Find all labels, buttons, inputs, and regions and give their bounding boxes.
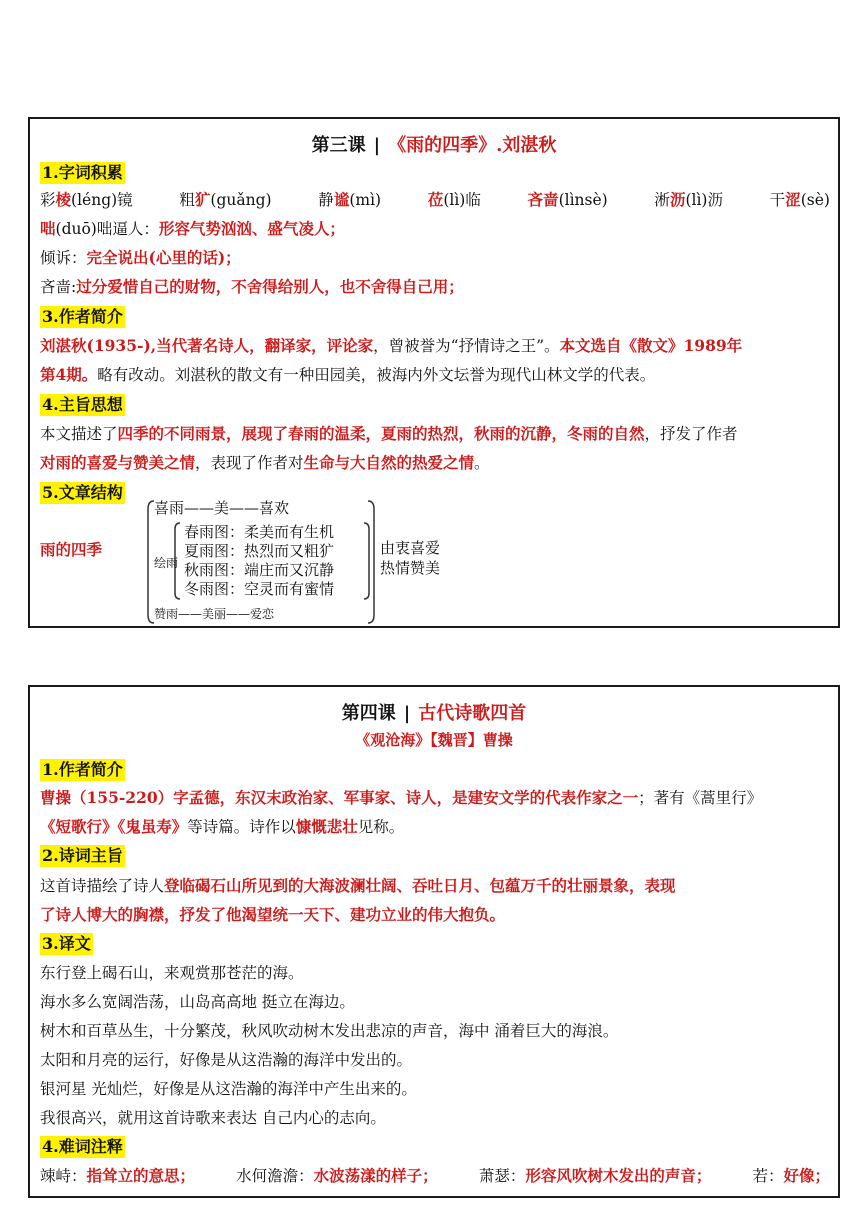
vocab-item: 干涩(sè): [769, 190, 830, 209]
section-heading-vocab: 1.字词积累: [42, 163, 123, 182]
section-heading-translation: 3.译文: [42, 934, 91, 953]
vocab-list: [40, 189, 830, 211]
structure-right: 热情赞美: [380, 559, 441, 577]
structure-bottom: 赞雨——美丽——爱恋: [154, 607, 275, 621]
vocab-item: 粗犷(guǎng): [179, 190, 272, 209]
structure-item: 夏雨图：热烈而又粗犷: [184, 542, 335, 560]
section-heading-author: 1.作者简介: [42, 760, 123, 779]
definition-line: 咄(duō)咄逼人：形容气势汹汹、盛气凌人；: [40, 219, 345, 238]
translation-line: 银河星 光灿烂，好像是从这浩瀚的海洋中产生出来的。: [40, 1080, 417, 1098]
translation-line: 太阳和月亮的运行，好像是从这浩瀚的海洋中发出的。: [40, 1051, 413, 1069]
lesson-number: 第四课: [341, 703, 396, 724]
definition-line: 倾诉：完全说出(心里的话)；: [40, 248, 241, 267]
title-separator: |: [373, 135, 381, 156]
theme-line: 对雨的喜爱与赞美之情，表现了作者对生命与大自然的热爱之情。: [40, 453, 490, 472]
lesson-number: 第三课: [311, 135, 366, 156]
definition-line: 吝啬:过分爱惜自己的财物，不舍得给别人，也不舍得自己用；: [40, 277, 464, 296]
structure-item: 秋雨图：端庄而又沉静: [184, 561, 335, 579]
section-heading-theme: 2.诗词主旨: [42, 846, 123, 865]
section-heading-notes: 4.难词注释: [42, 1137, 123, 1156]
author-line: 第4期。略有改动。刘湛秋的散文有一种田园美，被海内外文坛誉为现代山林文学的代表。: [40, 365, 656, 384]
structure-item: 冬雨图：空灵而有蜜情: [184, 580, 335, 598]
theme-line: 这首诗描绘了诗人登临碣石山所见到的大海波澜壮阔、吞吐日月、包蕴万千的壮丽景象，表现: [40, 876, 676, 895]
vocab-item: 彩棱(léng)镜: [40, 190, 133, 209]
note-item: 竦峙：指耸立的意思；: [40, 1166, 196, 1185]
structure-item: 春雨图：柔美而有生机: [184, 523, 335, 541]
title-separator: |: [403, 703, 411, 724]
author-line: 曹操（155-220）字孟德，东汉末政治家、军事家、诗人，是建安文学的代表作家之一；著有《蒿里行》: [40, 788, 763, 807]
translation-line: 树木和百草丛生，十分繁茂，秋风吹动树木发出悲凉的声音，海中 涌着巨大的海浪。: [40, 1022, 619, 1040]
author-line: 《短歌行》《鬼虽寿》等诗篇。诗作以慷慨悲壮见称。: [40, 817, 405, 836]
lesson4-title: [30, 699, 838, 725]
note-item: 若：好像；: [752, 1166, 830, 1185]
vocab-item: 吝啬(lìnsè): [527, 190, 608, 209]
structure-top: 喜雨——美——喜欢: [154, 499, 290, 517]
note-item: 萧瑟：形容风吹树木发出的声音；: [478, 1166, 712, 1185]
note-item: 水何澹澹：水波荡漾的样子；: [236, 1166, 438, 1185]
vocab-item: 静谧(mì): [318, 190, 382, 209]
poem-subtitle: 《观沧海》【魏晋】曹操: [355, 731, 513, 749]
translation-line: 我很高兴，就用这首诗歌来表达 自己内心的志向。: [40, 1109, 386, 1127]
theme-line: 了诗人博大的胸襟，抒发了他渴望统一天下、建功立业的伟大抱负。: [40, 905, 506, 924]
structure-diagram: [140, 497, 470, 625]
section-heading-structure: 5.文章结构: [42, 483, 123, 502]
lesson3-title: [30, 131, 838, 157]
translation-line: 东行登上碣石山，来观赏那苍茫的海。: [40, 964, 304, 982]
structure-root: 雨的四季: [40, 540, 103, 559]
author-line: 刘湛秋(1935-),当代著名诗人，翻译家，评论家，曾被誉为“抒情诗之王”。本文选自《散文》1989年: [40, 336, 743, 355]
vocab-item: 淅沥(lì)沥: [654, 190, 723, 209]
vocab-item: 莅(lì)临: [427, 190, 481, 209]
translation-line: 海水多么宽阔浩荡，山岛高高地 挺立在海边。: [40, 993, 355, 1011]
section-heading-theme: 4.主旨思想: [42, 395, 123, 414]
theme-line: 本文描述了四季的不同雨景，展现了春雨的温柔，夏雨的热烈，秋雨的沉静，冬雨的自然，抒发了作者: [40, 424, 738, 443]
notes-list: [40, 1165, 830, 1187]
lesson3-card: [28, 117, 840, 628]
section-heading-author: 3.作者简介: [42, 307, 123, 326]
lesson-title: 《雨的四季》.刘湛秋: [388, 135, 557, 156]
lesson-title: 古代诗歌四首: [418, 703, 527, 724]
lesson4-card: [28, 685, 840, 1198]
structure-group: 绘雨: [154, 556, 179, 570]
structure-right: 由衷喜爱: [380, 539, 441, 557]
